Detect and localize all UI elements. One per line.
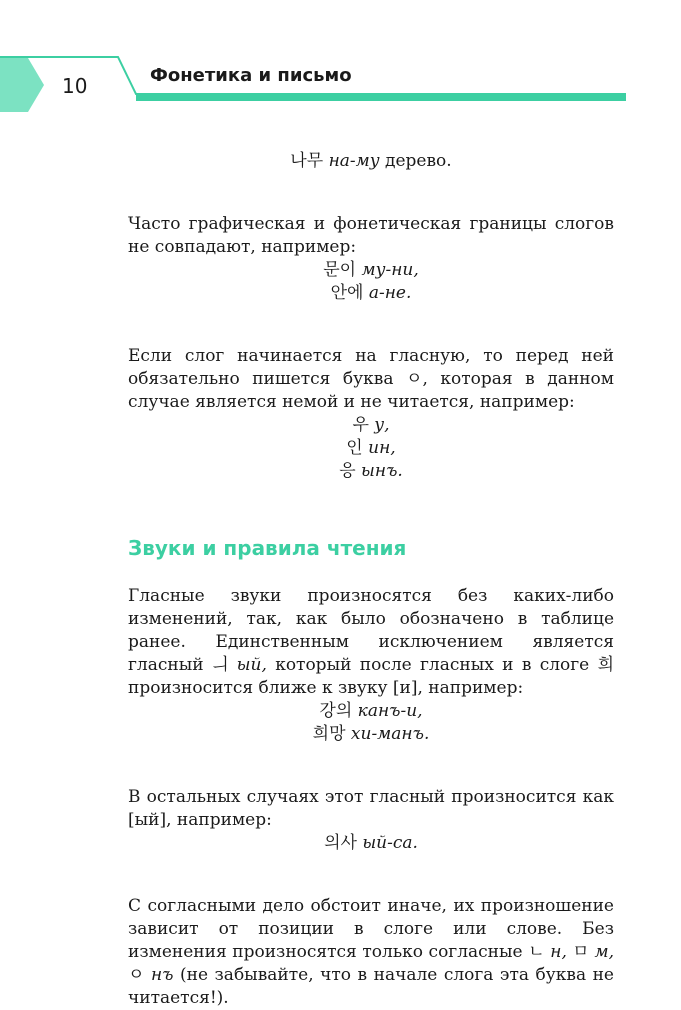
transliteration: ынъ. [361, 461, 403, 481]
example-line [128, 460, 614, 483]
page-tab-shape [0, 58, 44, 112]
text-run: произносится ближе к звуку [и], например: [128, 678, 524, 698]
transliteration: канъ-и, [357, 701, 423, 721]
paragraph [128, 585, 614, 700]
page-number: 10 [62, 74, 88, 98]
example-line [128, 437, 614, 460]
text-run: , которая в данном случае является немой и не читается, например: [128, 369, 614, 412]
example-line [128, 700, 614, 723]
transliteration: нъ [150, 965, 174, 985]
transliteration: ый-са. [362, 833, 418, 853]
transliteration: м, [594, 942, 615, 962]
korean-word: 강의 [319, 701, 353, 721]
transliteration: хи-манъ. [350, 724, 430, 744]
example-line [128, 259, 614, 282]
korean-word: 희망 [312, 724, 346, 744]
korean-letter: ㅁ [572, 942, 589, 962]
text-run: Гласные звуки произносятся без каких-либо изменений, так, как было обозначено в таблице ранее. Единственным исключением является гласный [128, 586, 614, 675]
text-run: С согласными дело обстоит иначе, их произношение зависит от позиции в слоге или слове. Без изменения произносятся только согласные [128, 896, 614, 962]
transliteration: н, [550, 942, 567, 962]
transliteration: а-не. [368, 283, 412, 303]
text-run: Если слог начинается на гласную, то перед ней обязательно пишется буква [128, 346, 614, 389]
transliteration: ый, [236, 655, 267, 675]
korean-word: 인 [346, 438, 363, 458]
korean-word: 나무 [290, 151, 324, 171]
korean-letter: ㄴ [528, 942, 545, 962]
transliteration: у, [374, 415, 390, 435]
korean-word: 응 [339, 461, 356, 481]
running-title: Фонетика и письмо [150, 65, 352, 86]
example-line [128, 414, 614, 437]
korean-letter: 희 [597, 655, 614, 675]
paragraph: Часто графическая и фонетическая границы слогов не совпадают, например: [128, 214, 614, 257]
korean-letter: ㅇ [406, 369, 423, 389]
transliteration: ин, [368, 438, 396, 458]
example-line [128, 832, 614, 855]
transliteration: на-му [328, 151, 380, 171]
page-content [128, 150, 614, 1010]
korean-word: 의사 [324, 833, 357, 853]
text-run: (не забывайте, что в начале слога эта буква не читается!). [128, 965, 614, 1008]
example-line [128, 150, 614, 173]
example-line [128, 282, 614, 305]
meaning: дерево. [385, 151, 452, 171]
page-header [0, 0, 681, 120]
paragraph [128, 345, 614, 414]
korean-word: 안에 [330, 283, 364, 303]
korean-word: 우 [352, 415, 369, 435]
header-decoration [0, 0, 681, 120]
korean-word: 문이 [323, 260, 357, 280]
text-run: который после гласных и в слоге [275, 655, 590, 675]
transliteration: му-ни, [361, 260, 419, 280]
example-line [128, 723, 614, 746]
paragraph: В остальных случаях этот гласный произносится как [ый], например: [128, 787, 614, 830]
paragraph [128, 895, 614, 1010]
section-heading: Звуки и правила чтения [128, 536, 407, 560]
header-accent-bar [136, 95, 626, 101]
korean-letter: ㅇ [128, 965, 145, 985]
korean-letter: ㅢ [211, 655, 229, 675]
